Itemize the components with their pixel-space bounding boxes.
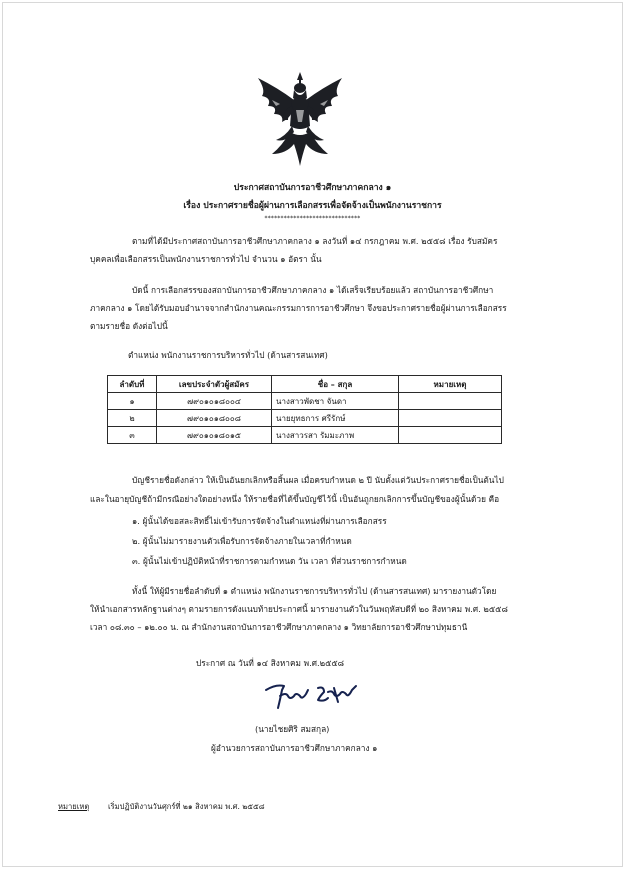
- announcement-subject: เรื่อง ประกาศรายชื่อผู้ผ่านการเลือกสรรเพื่อจัดจ้างเป็นพนักงานราชการ: [183, 201, 442, 211]
- note-text: เริ่มปฏิบัติงานวันศุกร์ที่ ๒๑ สิงหาคม พ.ศ. ๒๕๕๘: [108, 802, 265, 811]
- row-order: ๑: [108, 393, 157, 410]
- row-applicant-id: ๗๙๐๑๐๑๘๐๐๔: [157, 393, 272, 410]
- paragraph-4-line-3: เวลา ๐๘.๓๐ – ๑๒.๐๐ น. ณ สำนักงานสถาบันการอาชีวศึกษาภาคกลาง ๑ วิทยาลัยการอาชีวศึกษาปทุมธานี: [90, 622, 468, 632]
- announcement-title: ประกาศสถาบันการอาชีวศึกษาภาคกลาง ๑: [233, 183, 392, 193]
- row-order: ๓: [108, 427, 157, 444]
- row-full-name: นายยุทธการ ศรีรักษ์: [272, 410, 399, 427]
- signer-title: ผู้อำนวยการสถาบันการอาชีวศึกษาภาคกลาง ๑: [211, 743, 378, 753]
- row-applicant-id: ๗๙๐๑๐๑๘๐๑๕: [157, 427, 272, 444]
- column-header-remark: หมายเหตุ: [399, 376, 502, 393]
- paragraph-4-line-1: ทั้งนี้ ให้ผู้มีรายชื่อลำดับที่ ๑ ตำแหน่ง พนักงานราชการบริหารทั่วไป (ด้านสารสนเทศ) มารายงานตัวโดย: [132, 586, 497, 596]
- table-row: [108, 410, 502, 427]
- condition-item: ๓. ผู้นั้นไม่เข้าปฏิบัติหน้าที่ราชการตามกำหนด วัน เวลา ที่ส่วนราชการกำหนด: [132, 556, 407, 566]
- paragraph-3-line-2: และในอายุบัญชีถ้ามีกรณีอย่างใดอย่างหนึ่ง ให้รายชื่อที่ได้ขึ้นบัญชีไว้นี้ เป็นอันถูกยกเลิกการขึ้นบัญชีของผู้นั้นด้วย คือ: [90, 494, 500, 504]
- column-header-order: ลำดับที่: [108, 376, 157, 393]
- signer-name: (นายไชยศิริ สมสกุล): [255, 724, 330, 734]
- row-order: ๒: [108, 410, 157, 427]
- candidate-table: [107, 375, 502, 444]
- position-title: ตำแหน่ง พนักงานราชการบริหารทั่วไป (ด้านสารสนเทศ): [128, 350, 328, 360]
- garuda-emblem-icon: [252, 70, 348, 168]
- paragraph-2-line-2: ภาคกลาง ๑ โดยได้รับมอบอำนาจจากสำนักงานคณะกรรมการการอาชีวศึกษา จึงขอประกาศรายชื่อผู้ผ่านการเลือกสรร: [90, 303, 507, 313]
- row-applicant-id: ๗๙๐๑๐๑๘๐๐๘: [157, 410, 272, 427]
- column-header-full-name: ชื่อ – สกุล: [272, 376, 399, 393]
- row-full-name: นางสาวรสา รัมมะภาพ: [272, 427, 399, 444]
- title-star-divider: ******************************: [264, 215, 361, 222]
- paragraph-1-line-1: ตามที่ได้มีประกาศสถาบันการอาชีวศึกษาภาคกลาง ๑ ลงวันที่ ๑๔ กรกฎาคม พ.ศ. ๒๕๕๘ เรื่อง รับสมัคร: [132, 236, 498, 246]
- table-row: [108, 393, 502, 410]
- announcement-date: ประกาศ ณ วันที่ ๑๔ สิงหาคม พ.ศ.๒๕๕๘: [196, 658, 345, 668]
- paragraph-3-line-1: บัญชีรายชื่อดังกล่าว ให้เป็นอันยกเลิกหรือสิ้นผล เมื่อครบกำหนด ๒ ปี นับตั้งแต่วันประกาศรายชื่อเป็นต้นไป: [132, 475, 504, 485]
- note-label: หมายเหตุ: [58, 802, 90, 811]
- condition-item: ๒. ผู้นั้นไม่มารายงานตัวเพื่อรับการจัดจ้างภายในเวลาที่กำหนด: [132, 536, 352, 546]
- column-header-applicant-id: เลขประจำตัวผู้สมัคร: [157, 376, 272, 393]
- table-header-row: [108, 376, 502, 393]
- table-row: [108, 427, 502, 444]
- paragraph-1-line-2: บุคคลเพื่อเลือกสรรเป็นพนักงานราชการทั่วไป จำนวน ๑ อัตรา นั้น: [90, 254, 322, 264]
- row-remark: [399, 393, 502, 410]
- row-remark: [399, 427, 502, 444]
- row-full-name: นางสาวพัดชา จันดา: [272, 393, 399, 410]
- paragraph-2-line-1: บัดนี้ การเลือกสรรของสถาบันการอาชีวศึกษาภาคกลาง ๑ ได้เสร็จเรียบร้อยแล้ว สถาบันการอาชีวศึกษา: [132, 285, 494, 295]
- paragraph-2-line-3: ตามรายชื่อ ดังต่อไปนี้: [90, 321, 168, 331]
- condition-item: ๑. ผู้นั้นได้ขอสละสิทธิ์ไม่เข้ารับการจัดจ้างในตำแหน่งที่ผ่านการเลือกสรร: [132, 516, 387, 526]
- row-remark: [399, 410, 502, 427]
- paragraph-4-line-2: ให้นำเอกสารหลักฐานต่างๆ ตามรายการดังแนบท้ายประกาศนี้ มารายงานตัวในวันพฤหัสบดีที่ ๒๐ สิงหาคม พ.ศ. ๒๕๕๘: [90, 604, 508, 614]
- handwritten-signature: [262, 678, 362, 712]
